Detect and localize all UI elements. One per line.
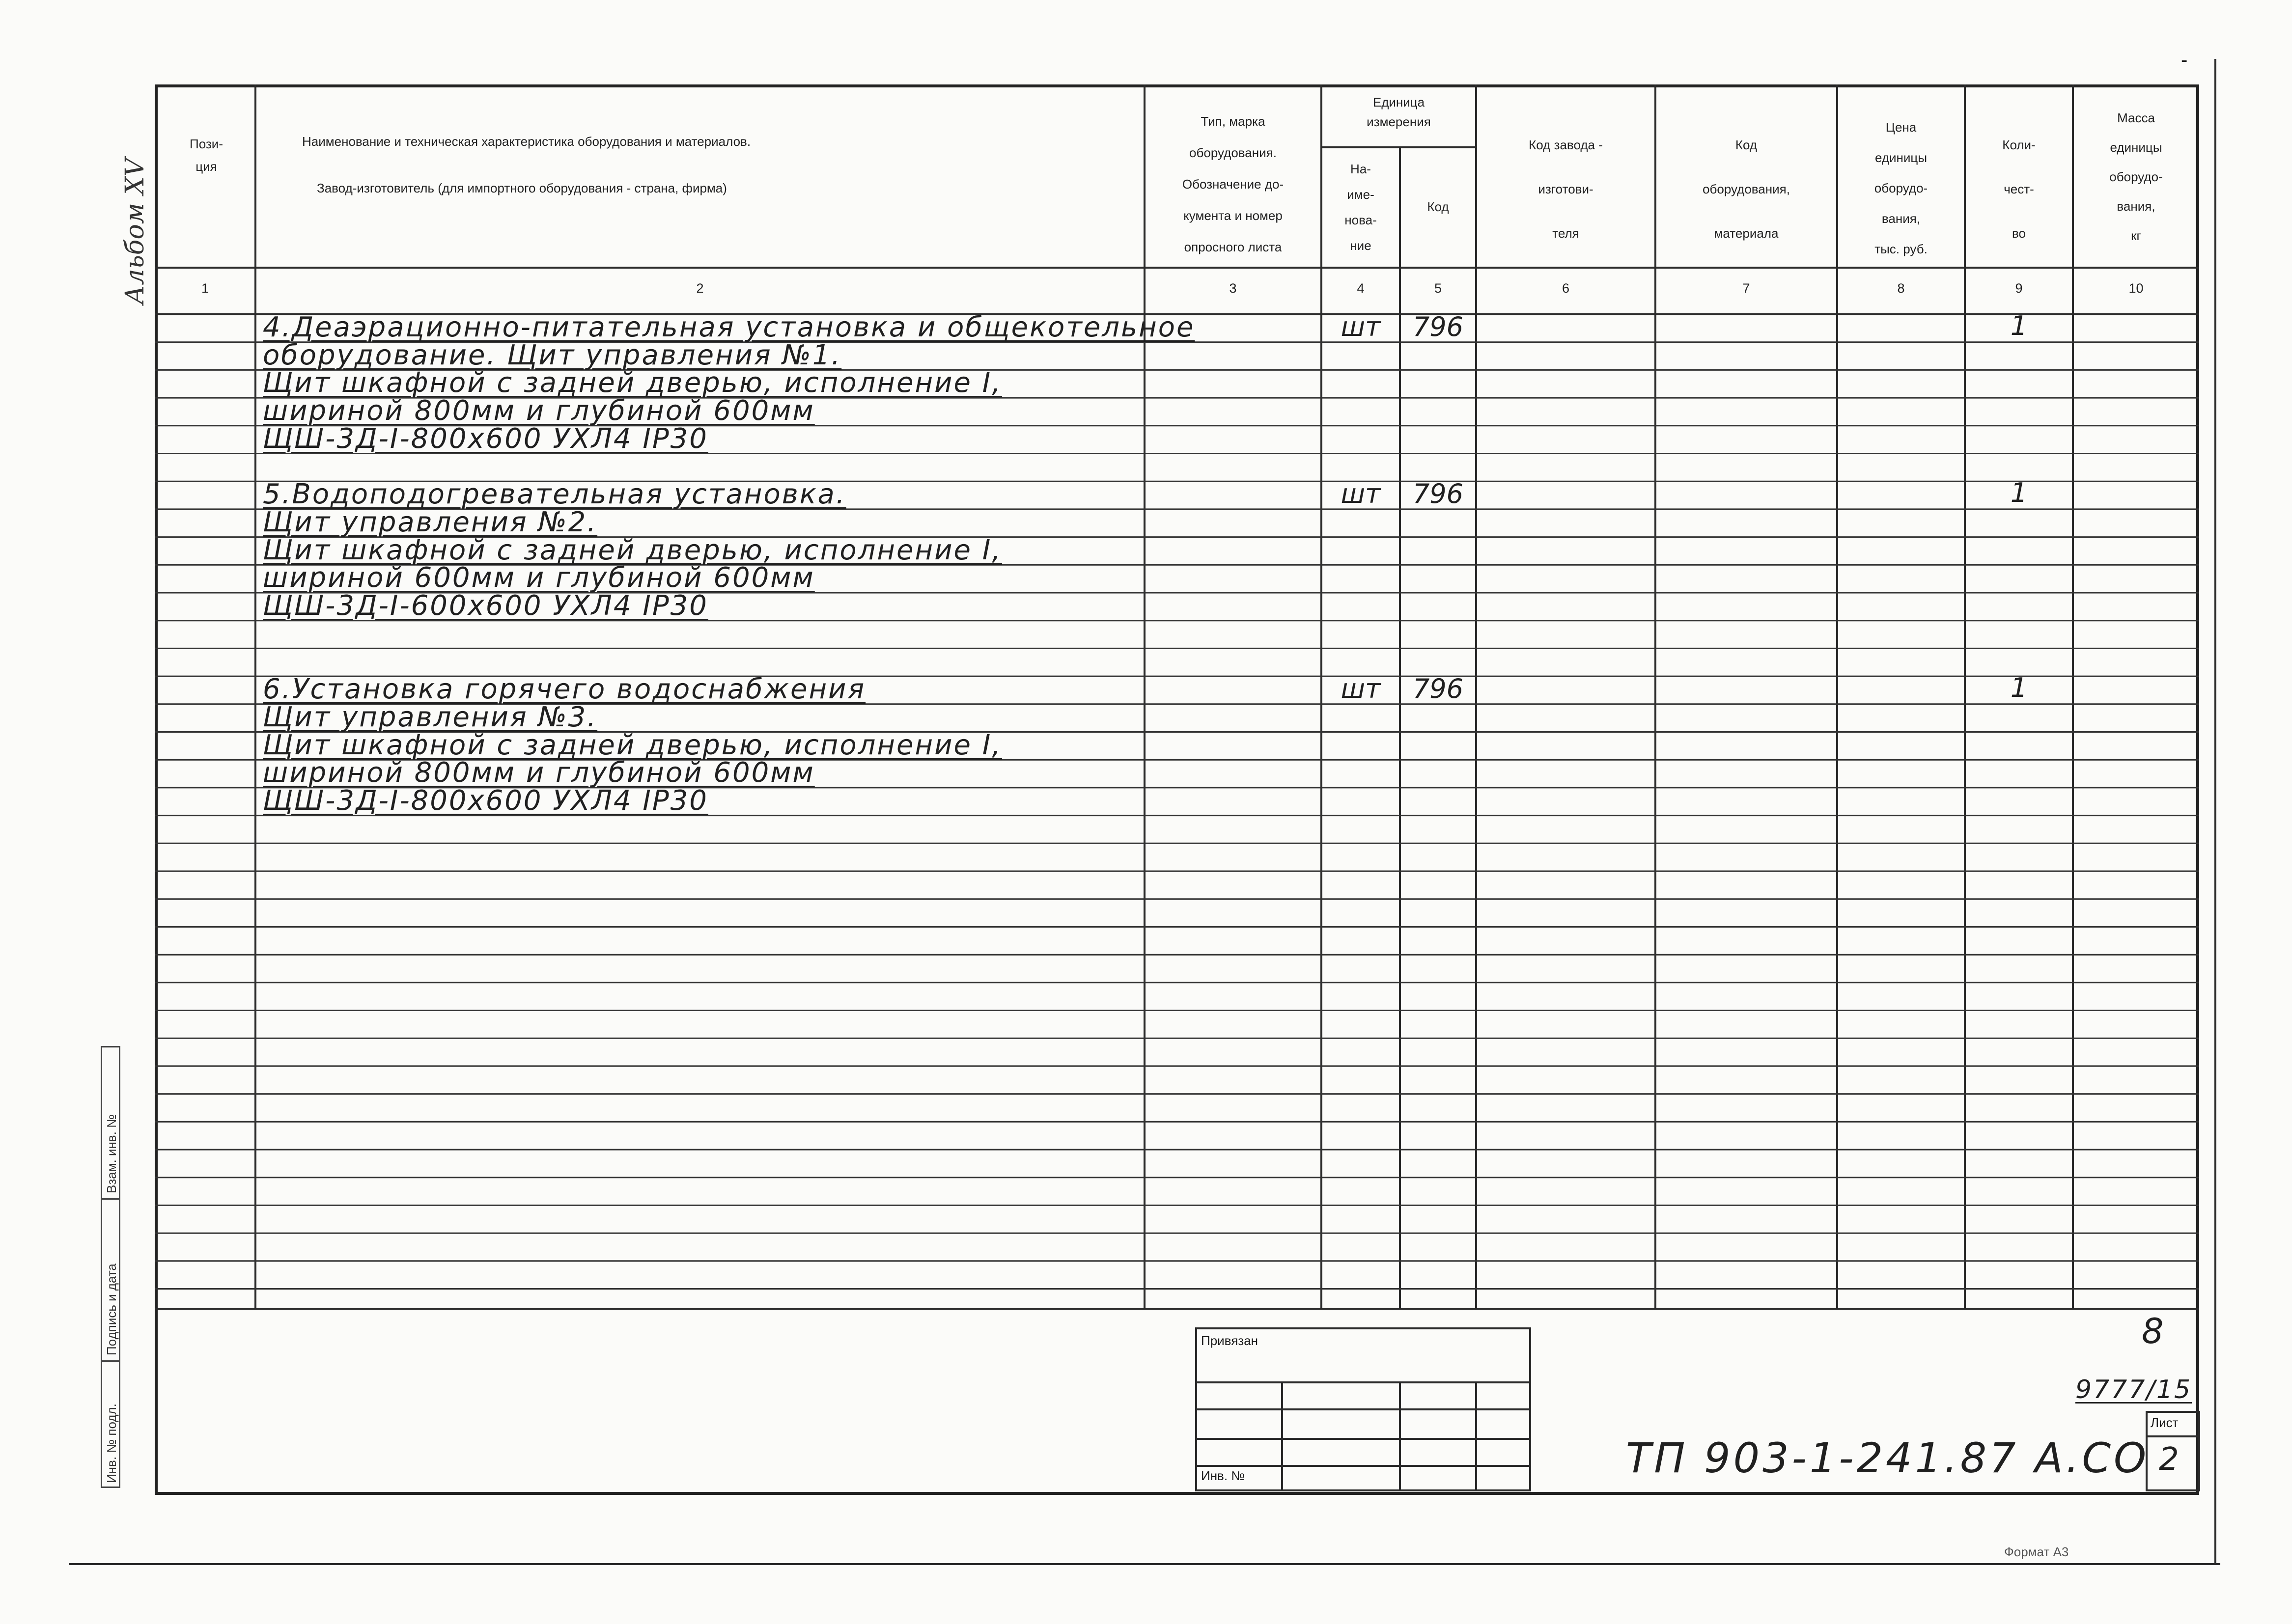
column-number: 4	[1357, 281, 1365, 296]
row-item-name: шириной 800мм и глубиной 600мм	[263, 395, 815, 427]
row-unit-code: 796	[1412, 478, 1464, 510]
sheet-number: 2	[2159, 1441, 2180, 1478]
header-name-line1: Наименование и техническая характеристика оборудования и материалов.	[302, 134, 751, 149]
column-number: 10	[2128, 281, 2144, 296]
stamp-privyazan: Привязан	[1201, 1333, 1258, 1348]
column-number: 9	[2015, 281, 2023, 296]
row-item-name: Щит шкафной с задней дверью, исполнение I,	[263, 367, 1003, 399]
row-item-name: Щит управления №2.	[263, 506, 598, 538]
margin-label-replace: Взам. инв. №	[104, 1114, 119, 1193]
row-item-name: оборудование. Щит управления №1.	[263, 339, 842, 371]
handwritten-number: 8	[2142, 1311, 2165, 1351]
row-item-name: шириной 800мм и глубиной 600мм	[263, 757, 815, 789]
row-item-name: Щит шкафной с задней дверью, исполнение I,	[263, 534, 1003, 566]
row-item-name: ЩШ-3Д-I-600х600 УХЛ4 IP30	[263, 590, 708, 622]
sheet-label: Лист	[2151, 1415, 2179, 1430]
column-number: 6	[1562, 281, 1570, 296]
header-unit-group: Единица измерения	[1367, 95, 1431, 129]
header-type: Тип, марка оборудования. Обозначение до- кумента и номер опросного листа	[1182, 114, 1284, 254]
header-mass: Масса единицы оборудо- вания, кг	[2109, 110, 2163, 243]
header-maker-code: Код завода - изготови- теля	[1529, 138, 1603, 241]
row-item-name: шириной 600мм и глубиной 600мм	[263, 562, 815, 594]
header-price: Цена единицы оборудо- вания, тыс. руб.	[1874, 120, 1928, 256]
row-item-name: ЩШ-3Д-I-800х600 УХЛ4 IP30	[263, 784, 708, 817]
top-mark: -	[2181, 49, 2188, 71]
header-unit-name: На- име- нова- ние	[1344, 162, 1377, 253]
header-name-line2: Завод-изготовитель (для импортного оборудования - страна, фирма)	[317, 181, 727, 195]
header-position: Пози- ция	[190, 137, 223, 174]
format-label: Формат А3	[2004, 1544, 2069, 1559]
row-item-name: ЩШ-3Д-I-800х600 УХЛ4 IP30	[263, 422, 708, 455]
column-number: 7	[1742, 281, 1750, 296]
column-number: 8	[1897, 281, 1905, 296]
column-number: 1	[201, 281, 209, 296]
header-unit-code: Код	[1427, 199, 1449, 214]
row-unit: шт	[1341, 673, 1381, 705]
row-unit: шт	[1341, 478, 1381, 510]
row-quantity: 1	[2010, 672, 2028, 704]
header-equipment-code: Код оборудования, материала	[1703, 138, 1790, 241]
column-number: 2	[696, 281, 704, 296]
row-item-name: 6.Установка горячего водоснабжения	[263, 673, 866, 706]
row-quantity: 1	[2010, 310, 2028, 341]
row-unit: шт	[1341, 311, 1381, 342]
album-title: Альбом XV	[120, 158, 150, 304]
row-quantity: 1	[2010, 477, 2028, 509]
margin-label-signature: Подпись и дата	[104, 1263, 119, 1355]
row-item-name: 4.Деаэрационно-питательная установка и общекотельное	[263, 311, 1195, 343]
column-number: 5	[1434, 281, 1442, 296]
row-item-name: Щит управления №3.	[263, 701, 598, 733]
header-quantity: Коли- чест- во	[2002, 138, 2036, 241]
row-item-name: 5.Водоподогревательная установка.	[263, 478, 846, 511]
column-number: 3	[1229, 281, 1237, 296]
document-code: ТП 903-1-241.87 А.СО	[1626, 1434, 2150, 1482]
row-unit-code: 796	[1412, 311, 1464, 342]
row-item-name: Щит шкафной с задней дверью, исполнение I,	[263, 729, 1003, 761]
margin-label-inventory: Инв. № подл.	[104, 1404, 119, 1483]
stamp-inv-no: Инв. №	[1201, 1468, 1245, 1483]
row-unit-code: 796	[1412, 673, 1464, 705]
handwritten-code: 9777/15	[2075, 1375, 2192, 1404]
